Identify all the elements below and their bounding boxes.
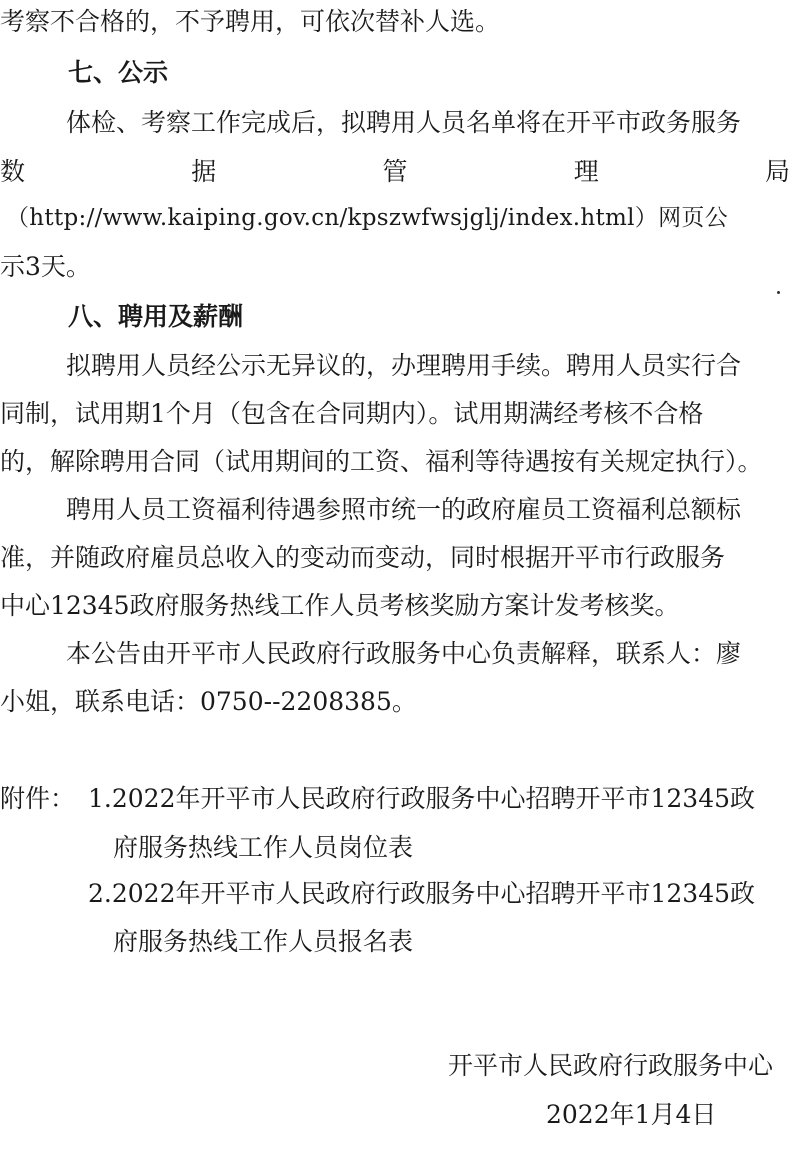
section-8-paragraph-2-line: 聘用人员工资福利待遇参照市统一的政府雇员工资福利总额标: [66, 495, 742, 524]
section-7-heading: 七、公示: [68, 58, 169, 87]
section-7-line-3-url: （http://www.kaiping.gov.cn/kpszwfwsjglj/index.html）网页公: [6, 205, 729, 231]
attachment-1-line-2: 府服务热线工作人员岗位表: [113, 833, 414, 862]
signature-date: 2022年1月4日: [546, 1100, 717, 1129]
attachments-label: 附件：: [0, 784, 76, 813]
section-8-heading: 八、聘用及薪酬: [68, 302, 244, 331]
section-8-paragraph-1-line: 同制，试用期1个月（包含在合同期内）。试用期满经考核不合格: [0, 399, 704, 428]
section-8-paragraph-1-line: 的，解除聘用合同（试用期间的工资、福利等待遇按有关规定执行）。: [0, 447, 763, 476]
spread-char: 理: [573, 157, 599, 186]
scan-speck: [777, 291, 780, 294]
section-7-line-1: 体检、考察工作完成后，拟聘用人员名单将在开平市政务服务: [66, 108, 742, 137]
section-7-line-4: 示3天。: [0, 252, 91, 281]
spread-char: 数: [0, 157, 26, 186]
paragraph-continuation: 考察不合格的，不予聘用，可依次替补人选。: [0, 7, 501, 36]
section-8-paragraph-1-line: 拟聘用人员经公示无异议的，办理聘用手续。聘用人员实行合: [66, 351, 742, 380]
signature-organization: 开平市人民政府行政服务中心: [448, 1051, 774, 1080]
attachment-2-line-2: 府服务热线工作人员报名表: [113, 927, 414, 956]
attachment-1-line-1: 1.2022年开平市人民政府行政服务中心招聘开平市12345政: [88, 784, 756, 813]
spread-char: 管: [382, 157, 408, 186]
spread-char: 局: [764, 157, 790, 186]
section-8-paragraph-3-line: 本公告由开平市人民政府行政服务中心负责解释，联系人：廖: [66, 639, 742, 668]
section-8-paragraph-2-line: 准，并随政府雇员总收入的变动而变动，同时根据开平市行政服务: [0, 543, 726, 572]
section-8-paragraph-2-line: 中心12345政府服务热线工作人员考核奖励方案计发考核奖。: [0, 591, 680, 620]
spread-char: 据: [191, 157, 217, 186]
attachment-2-line-1: 2.2022年开平市人民政府行政服务中心招聘开平市12345政: [88, 879, 756, 908]
section-8-paragraph-3-line: 小姐，联系电话：0750--2208385。: [0, 687, 417, 716]
section-7-line-2: [0, 156, 790, 188]
